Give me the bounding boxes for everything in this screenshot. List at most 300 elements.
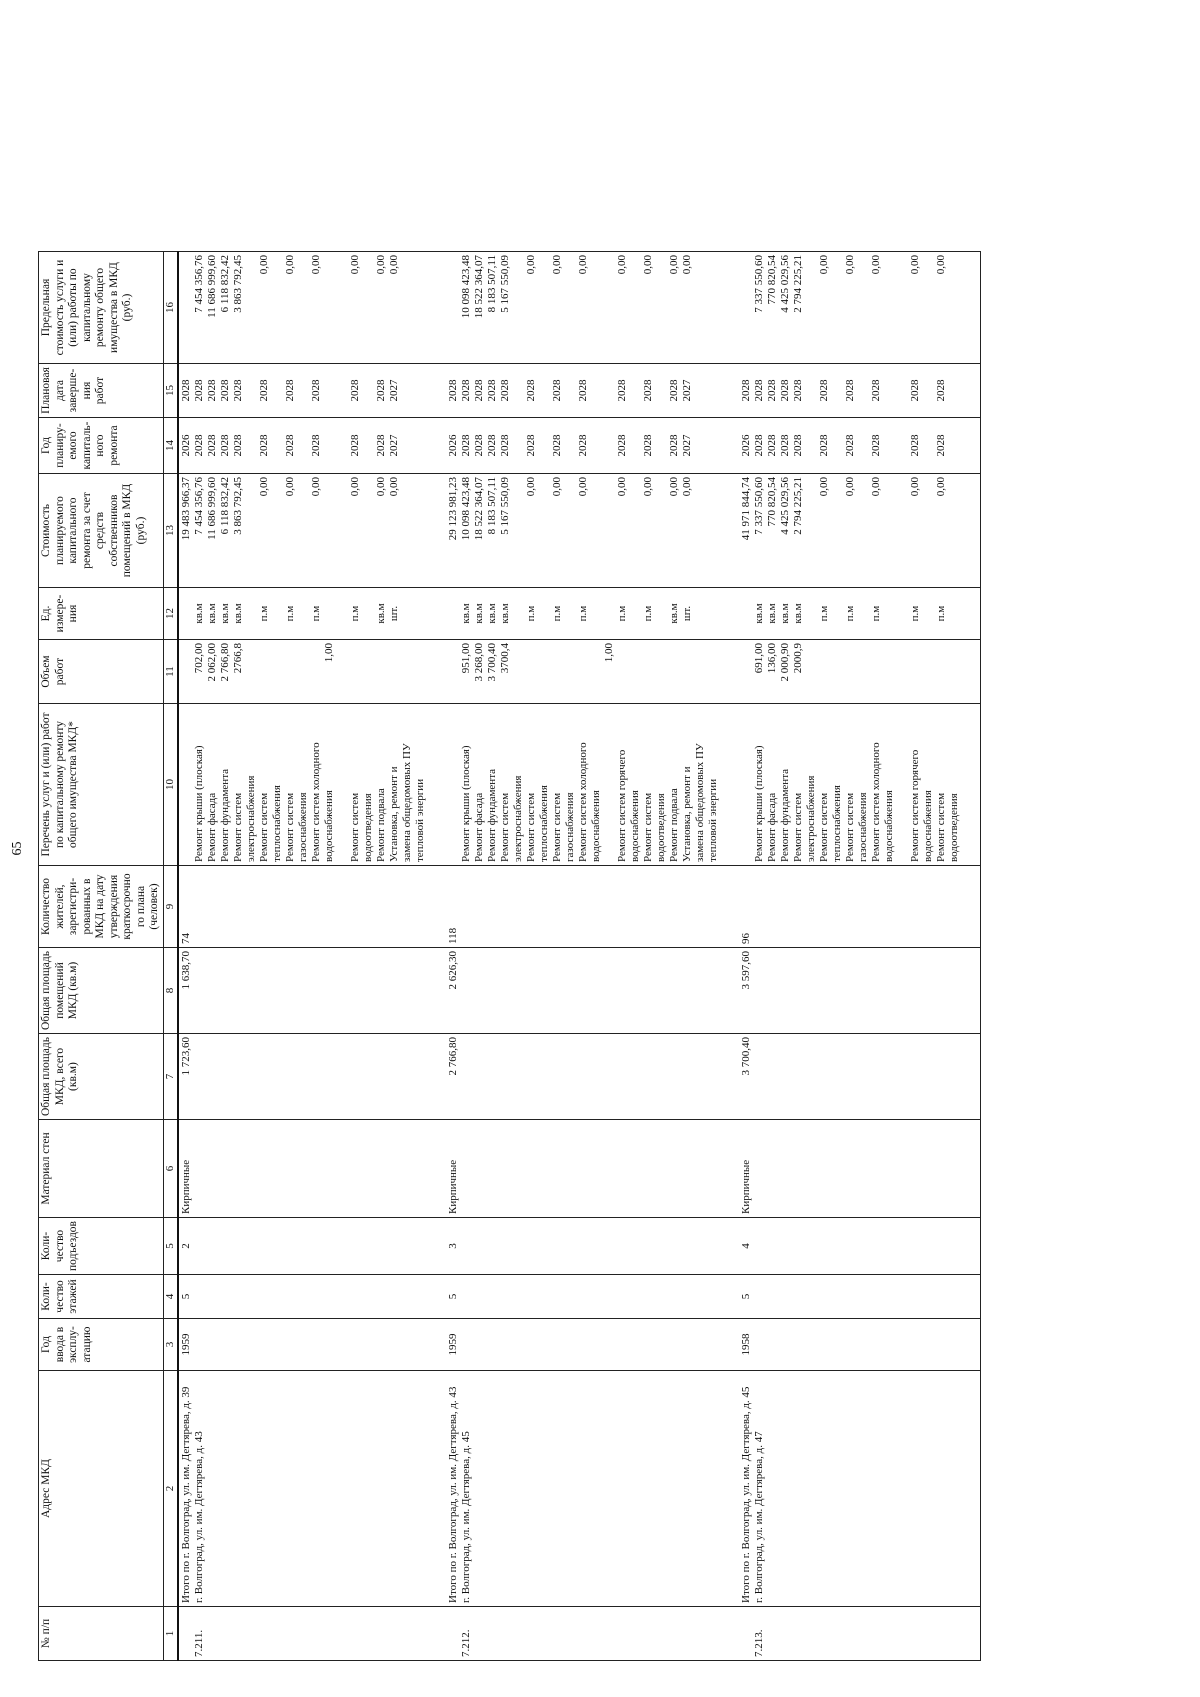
repair-year: 2027 [387, 434, 400, 457]
limit-cost [538, 255, 551, 360]
end-date [336, 367, 349, 414]
work-item: электроснабжения [804, 775, 817, 863]
limit-cost [896, 255, 909, 360]
end-date [538, 367, 551, 414]
limit-cost: 0,00 [641, 255, 654, 275]
work-item: электроснабжения [244, 775, 257, 863]
work-volume [310, 643, 323, 700]
work-volume: 3700,4 [498, 643, 511, 674]
work-item [336, 707, 349, 862]
limit-cost: 11 686 999,60 [205, 255, 218, 318]
unit [831, 591, 844, 636]
planned-cost [245, 477, 258, 584]
limit-cost [590, 255, 603, 360]
limit-cost: 770 820,54 [765, 255, 778, 305]
unit [590, 591, 603, 636]
work-item: Ремонт фундамента [778, 768, 791, 863]
planned-cost: 0,00 [550, 477, 563, 497]
repair-year-cell [739, 418, 962, 474]
floors-cell [446, 1275, 721, 1319]
unit [896, 591, 909, 636]
column-number: 16 [163, 252, 178, 364]
planned-cost [336, 477, 349, 584]
end-date: 2028 [485, 379, 498, 402]
entrances: 3 [446, 1243, 459, 1249]
cost-cell [446, 474, 721, 588]
work-item: тепловой энергии [413, 778, 426, 863]
work-volume: 2766,8 [231, 643, 244, 674]
work-item: тепловой энергии [706, 778, 719, 863]
unit: кв.м [791, 603, 804, 624]
end-date: 2028 [205, 379, 218, 402]
spacer-cell [721, 1275, 739, 1319]
end-date [590, 367, 603, 414]
floors: 5 [179, 1293, 192, 1300]
repair-year [323, 421, 336, 470]
end-date [896, 367, 909, 414]
unit: шт. [387, 605, 400, 622]
unit: п.м [550, 605, 563, 622]
unit: кв.м [459, 603, 472, 624]
col-volume-header: Объем работ [39, 640, 164, 704]
work-item: Ремонт крыши (плоская) [192, 745, 205, 863]
planned-cost: 10 098 423,48 [459, 477, 472, 541]
planned-cost: 0,00 [524, 477, 537, 497]
planned-cost [603, 477, 616, 584]
spacer-cell [962, 1371, 981, 1607]
work-item: водоотведения [654, 793, 667, 863]
unit: п.м [908, 605, 921, 622]
spacer-cell [962, 948, 981, 1034]
end-date: 2028 [550, 379, 563, 402]
entrances: 4 [739, 1243, 752, 1249]
repair-year: 2027 [680, 434, 693, 457]
end-date: 2027 [680, 379, 693, 402]
unit [362, 591, 375, 636]
unit: п.м [283, 605, 296, 622]
limit-cost: 0,00 [387, 255, 400, 275]
limit-cost-cell [446, 252, 721, 364]
unit [805, 591, 818, 636]
limit-cost [857, 255, 870, 360]
work-volume [245, 643, 258, 700]
work-item [896, 707, 909, 862]
repair-year: 2028 [309, 434, 322, 457]
planned-cost: 0,00 [869, 477, 882, 497]
table-body [178, 252, 981, 1661]
work-item: Ремонт фундамента [218, 768, 231, 863]
premises-area: 3 597,60 [739, 951, 752, 990]
repair-year [336, 421, 349, 470]
repair-year: 2028 [374, 434, 387, 457]
repair-year [271, 421, 284, 470]
spacer-cell [721, 866, 739, 948]
repair-year: 2028 [843, 434, 856, 457]
end-date: 2028 [667, 379, 680, 402]
spacer-cell [721, 364, 739, 418]
limit-cost [922, 255, 935, 360]
work-item: Ремонт систем [843, 792, 856, 863]
work-item: замена общедомовых ПУ [693, 743, 706, 863]
repair-year [831, 421, 844, 470]
floors-cell [739, 1275, 962, 1319]
end-date [805, 367, 818, 414]
work-volume [577, 643, 590, 700]
limit-cost [655, 255, 668, 360]
repair-year [538, 421, 551, 470]
work-item: Ремонт систем [524, 792, 537, 863]
record-number: 7.213. [752, 1629, 765, 1657]
work-item: Ремонт систем [498, 792, 511, 863]
planned-cost: 0,00 [680, 477, 693, 497]
unit-cell [178, 588, 428, 640]
column-number: 10 [163, 704, 178, 866]
premises-area-cell [178, 948, 428, 1034]
planned-cost: 11 686 999,60 [205, 477, 218, 540]
column-number: 6 [163, 1120, 178, 1218]
unit: п.м [817, 605, 830, 622]
limit-cost: 8 183 507,11 [485, 255, 498, 313]
planned-cost [271, 477, 284, 584]
repair-year: 2028 [485, 434, 498, 457]
work-volume [538, 643, 551, 700]
spacer-cell [721, 252, 739, 364]
planned-cost [805, 477, 818, 584]
work-volume: 3 268,00 [472, 643, 485, 682]
limit-cost [883, 255, 896, 360]
total-area-cell [446, 1034, 721, 1120]
spacer-cell [962, 1607, 981, 1661]
wall-material-cell [739, 1120, 962, 1218]
repair-year: 2028 [550, 434, 563, 457]
planned-cost [323, 477, 336, 584]
work-item: Ремонт систем холодного [309, 742, 322, 863]
spacer-cell [428, 1034, 446, 1120]
work-item: Ремонт систем [231, 792, 244, 863]
unit: кв.м [205, 603, 218, 624]
address: г. Волгоград, ул. им. Дегтярева, д. 43 [192, 1431, 205, 1603]
unit: п.м [257, 605, 270, 622]
repair-year: 2028 [869, 434, 882, 457]
work-item: Ремонт систем [817, 792, 830, 863]
total-area: 2 766,80 [446, 1037, 459, 1076]
record-row [446, 252, 721, 1661]
unit: кв.м [752, 603, 765, 624]
planned-cost [564, 477, 577, 584]
summary-end-date: 2028 [179, 379, 192, 402]
work-item: Ремонт подвала [667, 788, 680, 863]
work-volume [258, 643, 271, 700]
repair-year [245, 421, 258, 470]
repair-year: 2028 [667, 434, 680, 457]
column-number: 13 [163, 474, 178, 588]
entrances: 2 [179, 1243, 192, 1249]
spacer-cell [962, 1120, 981, 1218]
limit-cost [271, 255, 284, 360]
column-number: 8 [163, 948, 178, 1034]
spacer-cell [428, 948, 446, 1034]
unit: кв.м [498, 603, 511, 624]
work-item: водоснабжения [921, 790, 934, 863]
repair-year: 2028 [765, 434, 778, 457]
end-date: 2028 [869, 379, 882, 402]
work-volume: 2 000,90 [778, 643, 791, 682]
spacer-cell [721, 1120, 739, 1218]
planned-cost: 0,00 [843, 477, 856, 497]
wall-material-cell [446, 1120, 721, 1218]
unit: п.м [309, 605, 322, 622]
unit: п.м [615, 605, 628, 622]
limit-cost [831, 255, 844, 360]
spacer-cell [721, 1607, 739, 1661]
summary-year: 2026 [739, 434, 752, 457]
address-cell [178, 1371, 428, 1607]
summary-cost: 41 971 844,74 [739, 477, 752, 541]
repair-year [805, 421, 818, 470]
work-volume [271, 643, 284, 700]
limit-cost: 7 337 550,60 [752, 255, 765, 313]
repair-year [564, 421, 577, 470]
limit-cost: 3 863 792,45 [231, 255, 244, 313]
year-built: 1959 [446, 1333, 459, 1356]
repair-year: 2028 [908, 434, 921, 457]
work-item: электроснабжения [511, 775, 524, 863]
limit-cost [629, 255, 642, 360]
residents: 118 [446, 927, 459, 945]
repair-year [590, 421, 603, 470]
end-date: 2028 [472, 379, 485, 402]
total-area: 3 700,40 [739, 1037, 752, 1076]
residents: 96 [739, 933, 752, 945]
limit-cost: 2 794 225,21 [791, 255, 804, 313]
unit [603, 591, 616, 636]
limit-cost [336, 255, 349, 360]
spacer-cell [962, 866, 981, 948]
total-area: 1 723,60 [179, 1037, 192, 1076]
end-date [512, 367, 525, 414]
planned-cost [297, 477, 310, 584]
repair-year: 2028 [348, 434, 361, 457]
work-volume [551, 643, 564, 700]
end-date: 2028 [934, 379, 947, 402]
summary-cost: 19 483 966,37 [179, 477, 192, 541]
unit [564, 591, 577, 636]
year-built-cell [446, 1319, 721, 1371]
work-item: водоснабжения [882, 790, 895, 863]
summary-year: 2026 [179, 434, 192, 457]
work-item: газоснабжения [856, 792, 869, 863]
wall-material: Кирпичные [739, 1159, 752, 1215]
spacer-cell [428, 474, 446, 588]
work-volume: 1,00 [322, 643, 335, 663]
spacer-cell [721, 1371, 739, 1607]
end-date [245, 367, 258, 414]
planned-cost [883, 477, 896, 584]
repair-year [512, 421, 525, 470]
planned-cost: 0,00 [934, 477, 947, 497]
planned-cost [512, 477, 525, 584]
wall-material: Кирпичные [179, 1159, 192, 1215]
works-cell [739, 704, 962, 866]
planned-cost: 0,00 [817, 477, 830, 497]
record-number-cell [739, 1607, 962, 1661]
col-entrances-header: Коли-чество подъездов [39, 1218, 164, 1275]
limit-cost [512, 255, 525, 360]
limit-cost: 0,00 [908, 255, 921, 275]
cost-cell [739, 474, 962, 588]
work-volume: 2 766,80 [218, 643, 231, 682]
summary-year: 2026 [446, 434, 459, 457]
column-number: 15 [163, 364, 178, 418]
spacer-cell [428, 1319, 446, 1371]
limit-cost [603, 255, 616, 360]
capital-repair-table [38, 251, 981, 1661]
repair-year [896, 421, 909, 470]
work-volume [525, 643, 538, 700]
planned-cost: 7 337 550,60 [752, 477, 765, 535]
limit-cost: 5 167 550,09 [498, 255, 511, 313]
entrances-cell [178, 1218, 428, 1275]
unit: п.м [576, 605, 589, 622]
residents-cell [178, 866, 428, 948]
repair-year: 2028 [615, 434, 628, 457]
entrances-cell [446, 1218, 721, 1275]
planned-cost: 770 820,54 [765, 477, 778, 527]
spacer-cell [428, 1218, 446, 1275]
end-date: 2028 [348, 379, 361, 402]
spacer-cell [428, 866, 446, 948]
column-number: 3 [163, 1319, 178, 1371]
col-premises-area-header: Общая площадь помещений МКД (кв.м) [39, 948, 164, 1034]
work-volume: 691,00 [752, 643, 765, 674]
work-volume: 136,00 [765, 643, 778, 674]
spacer-row [428, 252, 446, 1661]
repair-year: 2028 [641, 434, 654, 457]
repair-year: 2028 [934, 434, 947, 457]
unit [538, 591, 551, 636]
spacer-cell [428, 1607, 446, 1661]
planned-cost: 8 183 507,11 [485, 477, 498, 535]
unit [323, 591, 336, 636]
total-area-cell [178, 1034, 428, 1120]
premises-area-cell [446, 948, 721, 1034]
summary-label: Итого по г. Волгоград, ул. им. Дегтярева, д. 43 [446, 1386, 459, 1603]
spacer-cell [428, 252, 446, 364]
end-date: 2028 [765, 379, 778, 402]
planned-cost [629, 477, 642, 584]
cost-cell [178, 474, 428, 588]
unit [857, 591, 870, 636]
column-number: 1 [163, 1607, 178, 1661]
unit [655, 591, 668, 636]
limit-cost: 0,00 [817, 255, 830, 275]
spacer-cell [962, 704, 981, 866]
repair-year-cell [178, 418, 428, 474]
col-total-area-header: Общая площадь МКД, всего (кв.м) [39, 1034, 164, 1120]
planned-cost: 0,00 [309, 477, 322, 497]
unit: п.м [843, 605, 856, 622]
unit: п.м [641, 605, 654, 622]
spacer-cell [962, 252, 981, 364]
volume-cell [178, 640, 428, 704]
spacer-cell [962, 418, 981, 474]
spacer-cell [721, 1218, 739, 1275]
limit-cost: 4 425 029,56 [778, 255, 791, 313]
planned-cost: 0,00 [615, 477, 628, 497]
column-number: 2 [163, 1371, 178, 1607]
col-year-built-header: Год ввода в эксплу-атацию [39, 1319, 164, 1371]
limit-cost: 18 522 364,07 [472, 255, 485, 319]
entrances-cell [739, 1218, 962, 1275]
spacer-cell [721, 948, 739, 1034]
planned-cost: 0,00 [908, 477, 921, 497]
spacer-cell [962, 588, 981, 640]
wall-material-cell [178, 1120, 428, 1218]
column-number: 14 [163, 418, 178, 474]
limit-cost: 0,00 [374, 255, 387, 275]
column-number: 12 [163, 588, 178, 640]
planned-cost: 0,00 [641, 477, 654, 497]
unit-cell [446, 588, 721, 640]
summary-label: Итого по г. Волгоград, ул. им. Дегтярева, д. 45 [739, 1386, 752, 1603]
col-number-header: № п/п [39, 1607, 164, 1661]
limit-cost [564, 255, 577, 360]
work-item: водоснабжения [628, 790, 641, 863]
planned-cost [590, 477, 603, 584]
repair-year: 2028 [472, 434, 485, 457]
unit: п.м [524, 605, 537, 622]
planned-cost [362, 477, 375, 584]
record-number: 7.211. [192, 1629, 205, 1657]
address: г. Волгоград, ул. им. Дегтярева, д. 45 [459, 1431, 472, 1603]
work-item: Ремонт систем холодного [576, 742, 589, 863]
repair-year: 2028 [192, 434, 205, 457]
end-date [323, 367, 336, 414]
planned-cost: 0,00 [667, 477, 680, 497]
spacer-row [962, 252, 981, 1661]
floors: 5 [446, 1293, 459, 1300]
work-item: Ремонт фундамента [485, 768, 498, 863]
repair-year-cell [446, 418, 721, 474]
work-item: водоотведения [947, 793, 960, 863]
unit [245, 591, 258, 636]
work-item: газоснабжения [296, 792, 309, 863]
planned-cost [655, 477, 668, 584]
spacer-cell [721, 640, 739, 704]
end-date: 2028 [908, 379, 921, 402]
repair-year: 2028 [257, 434, 270, 457]
spacer-cell [721, 704, 739, 866]
end-date: 2028 [641, 379, 654, 402]
end-date-cell [739, 364, 962, 418]
works-cell [178, 704, 428, 866]
repair-year: 2028 [752, 434, 765, 457]
limit-cost: 0,00 [576, 255, 589, 275]
planned-cost: 0,00 [257, 477, 270, 497]
planned-cost [922, 477, 935, 584]
premises-area-cell [739, 948, 962, 1034]
work-item: Ремонт систем [550, 792, 563, 863]
end-date: 2028 [309, 379, 322, 402]
year-built-cell [739, 1319, 962, 1371]
work-item: Ремонт систем холодного [869, 742, 882, 863]
end-date: 2027 [387, 379, 400, 402]
end-date: 2028 [752, 379, 765, 402]
unit: кв.м [472, 603, 485, 624]
planned-cost: 0,00 [283, 477, 296, 497]
limit-cost: 7 454 356,76 [192, 255, 205, 313]
spacer-cell [428, 1275, 446, 1319]
